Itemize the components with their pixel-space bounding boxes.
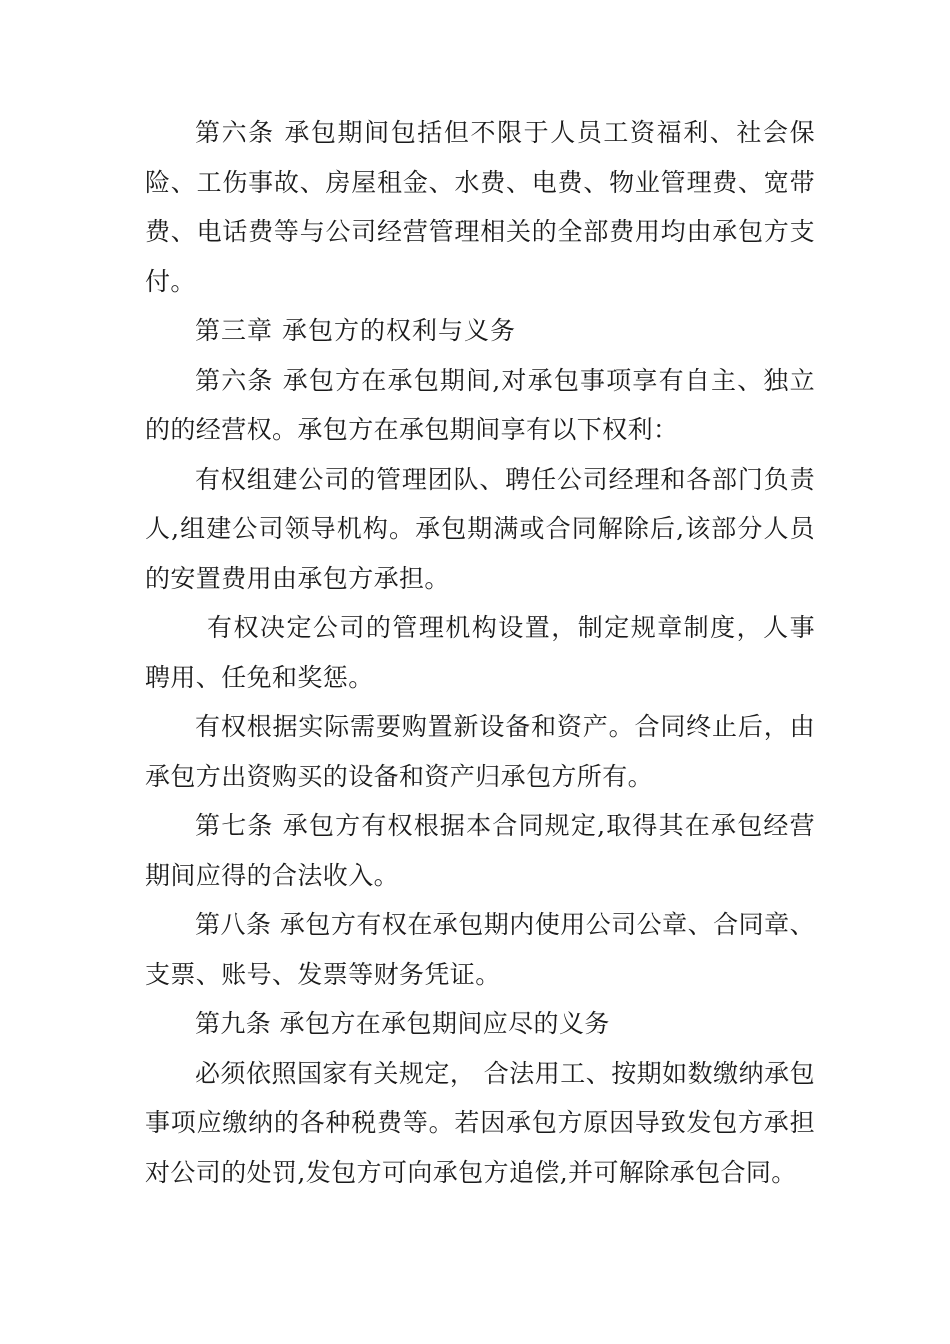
paragraph-right-team: 有权组建公司的管理团队、聘任公司经理和各部门负责人,组建公司领导机构。承包期满或合同解除后,该部分人员的安置费用由承包方承担。 xyxy=(145,464,815,593)
paragraph-article-8: 第八条 承包方有权在承包期内使用公司公章、合同章、支票、账号、发票等财务凭证。 xyxy=(145,910,815,989)
document-page xyxy=(145,108,815,1197)
chapter-3-heading: 第三章 承包方的权利与义务 xyxy=(195,316,516,345)
paragraph-article-7: 第七条 承包方有权根据本合同规定,取得其在承包经营期间应得的合法收入。 xyxy=(145,811,815,890)
paragraph-article-6-rights: 第六条 承包方在承包期间,对承包事项享有自主、独立的的经营权。承包方在承包期间享有以下权利： xyxy=(145,365,815,444)
paragraph-article-9: 第九条 承包方在承包期间应尽的义务 xyxy=(195,1009,610,1038)
paragraph-right-structure: 有权决定公司的管理机构设置，制定规章制度，人事聘用、任免和奖惩。 xyxy=(145,613,815,692)
paragraph-article-6-costs: 第六条 承包期间包括但不限于人员工资福利、社会保险、工伤事故、房屋租金、水费、电费、物业管理费、宽带费、电话费等与公司经营管理相关的全部费用均由承包方支付。 xyxy=(145,118,815,296)
paragraph-obligation-taxes: 必须依照国家有关规定， 合法用工、按期如数缴纳承包事项应缴纳的各种税费等。若因承包方原因导致发包方承担对公司的处罚,发包方可向承包方追偿,并可解除承包合同。 xyxy=(145,1058,815,1187)
paragraph-right-assets: 有权根据实际需要购置新设备和资产。合同终止后，由承包方出资购买的设备和资产归承包方所有。 xyxy=(145,712,815,791)
